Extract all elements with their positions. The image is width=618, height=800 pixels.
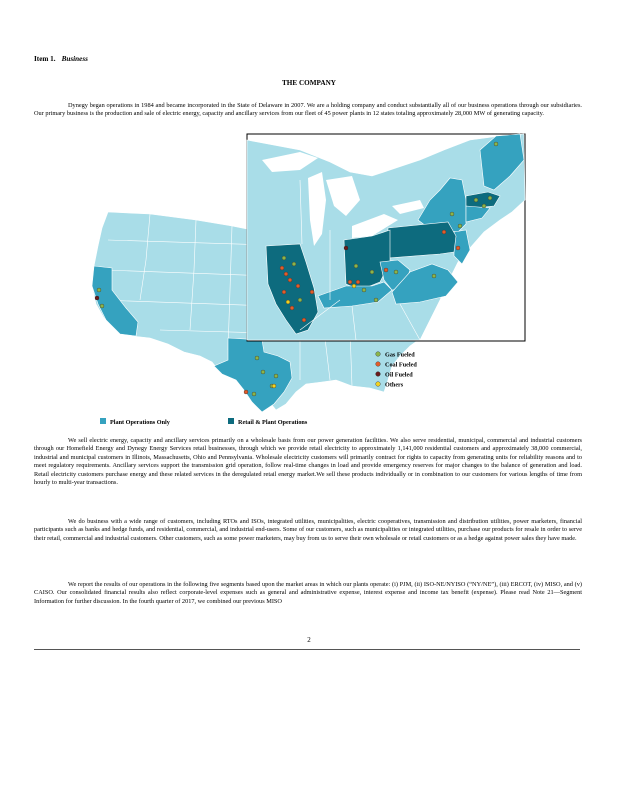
coal-plant-marker	[282, 290, 286, 294]
page-number: 2	[307, 636, 311, 644]
gas-plant-marker	[482, 204, 486, 208]
gas-plant-marker	[100, 304, 104, 308]
gas-plant-marker	[97, 288, 101, 292]
other-plant-marker	[286, 300, 290, 304]
legend-oil-label: Oil Fueled	[385, 371, 413, 379]
coal-plant-marker	[348, 280, 352, 284]
gas-plant-marker	[261, 370, 265, 374]
coal-plant-marker	[288, 278, 292, 282]
legend-others-label: Others	[385, 381, 404, 389]
gas-plant-marker	[274, 374, 278, 378]
legend-coal-label: Coal Fueled	[385, 361, 417, 369]
gas-plant-marker	[474, 198, 478, 202]
coal-plant-marker	[296, 284, 300, 288]
paragraph-text: We sell electric energy, capacity and ancillary services primarily on a wholesale basis from our power generation facilities. We also serve residential, municipal, commercial and industrial customers through our Homefield Energy and Dynegy Energy Services retail businesses, through which we provide retail electricity to approximately 1,141,000 residential customers and approximately 38,000 commercial, industrial and municipal customers in Illinois, Massachusetts, Ohio and Pennsylvania. Wholesale electricity customers will primarily contract for rights to capacity from generating units for reliability reasons and to meet regulatory requirements. Ancillary services support the transmission grid operation, follow real-time changes in load and provide emergency reserves for major changes to the balance of generation and load. Retail electricity customers purchase energy and these related services in the deregulated retail energy market.We sell these products individually or in combination to our customers for various lengths of time from hourly to multi-year transactions.	[34, 437, 582, 487]
coal-plant-marker	[356, 280, 360, 284]
oil-plant-marker	[344, 246, 348, 250]
other-plant-marker	[352, 284, 356, 288]
gas-plant-marker	[298, 298, 302, 302]
gas-plant-marker	[370, 270, 374, 274]
legend-coal-swatch	[376, 362, 381, 367]
legend-oil-swatch	[376, 372, 381, 377]
item-number: Item 1.	[34, 55, 56, 63]
item-title: Business	[61, 55, 88, 63]
gas-plant-marker	[292, 262, 296, 266]
legend-gas-swatch	[376, 352, 381, 357]
coal-plant-marker	[280, 266, 284, 270]
region-pennsylvania	[388, 222, 456, 258]
footer-divider	[34, 649, 580, 650]
coal-plant-marker	[442, 230, 446, 234]
gas-plant-marker	[494, 142, 498, 146]
gas-plant-marker	[255, 356, 259, 360]
coal-plant-marker	[310, 290, 314, 294]
gas-plant-marker	[282, 256, 286, 260]
legend-gas-label: Gas Fueled	[385, 351, 415, 359]
gas-plant-marker	[432, 274, 436, 278]
paragraph-text: Dynegy began operations in 1984 and became incorporated in the State of Delaware in 2007. We are a holding company and conduct substantially all of our business operations through our subsidiaries. Our primary business is the production and sale of electric energy, capacity and ancillary services from our fleet of 45 power plants in 12 states totaling approximately 28,000 MW of generating capacity.	[34, 102, 582, 118]
section-title: THE COMPANY	[282, 79, 336, 87]
paragraph-text: We report the results of our operations in the following five segments based upon the market areas in which our plants operate: (i) PJM, (ii) ISO-NE/NYISO (“NY/NE”), (iii) ERCOT, (iv) MISO, and (v) CAISO. Our consolidated financial results also reflect corporate-level expenses such as general and administrative expense, interest expense and income tax benefit (expense). Please read Note 21—Segment Information for further discussion. In the fourth quarter of 2017, we combined our previous MISO	[34, 581, 582, 605]
other-plant-marker	[272, 384, 276, 388]
paragraph-text: We do business with a wide range of customers, including RTOs and ISOs, integrated utilities, municipalities, electric cooperatives, transmission and distribution utilities, power marketers, financial participants such as banks and hedge funds, and residential, commercial, and industrial end-users. Some of our customers, such as municipalities or integrated utilities, purchase our products for resale in order to serve their retail, commercial and industrial customers. Other customers, such as some power marketers, may buy from us to serve their own wholesale or retail customers or as a hedge against power sales they have made.	[34, 518, 582, 542]
gas-plant-marker	[362, 288, 366, 292]
coal-plant-marker	[290, 306, 294, 310]
legend-retail-ops-label: Retail & Plant Operations	[238, 419, 308, 426]
region-legend	[100, 418, 308, 426]
paragraph-segments	[34, 581, 582, 606]
legend-plant-ops-swatch	[100, 418, 106, 424]
legend-retail-ops-swatch	[228, 418, 234, 424]
coal-plant-marker	[244, 390, 248, 394]
gas-plant-marker	[488, 196, 492, 200]
coal-plant-marker	[384, 268, 388, 272]
gas-plant-marker	[354, 264, 358, 268]
gas-plant-marker	[252, 392, 256, 396]
paragraph-customer-types	[34, 518, 582, 543]
legend-others-swatch	[376, 382, 381, 387]
gas-plant-marker	[458, 224, 462, 228]
legend-plant-ops-label: Plant Operations Only	[110, 419, 170, 426]
gas-plant-marker	[394, 270, 398, 274]
oil-plant-marker	[95, 296, 99, 300]
gas-plant-marker	[374, 298, 378, 302]
coal-plant-marker	[456, 246, 460, 250]
coal-plant-marker	[302, 318, 306, 322]
gas-plant-marker	[450, 212, 454, 216]
coal-plant-marker	[284, 272, 288, 276]
paragraph-products-and-customers	[34, 437, 582, 487]
